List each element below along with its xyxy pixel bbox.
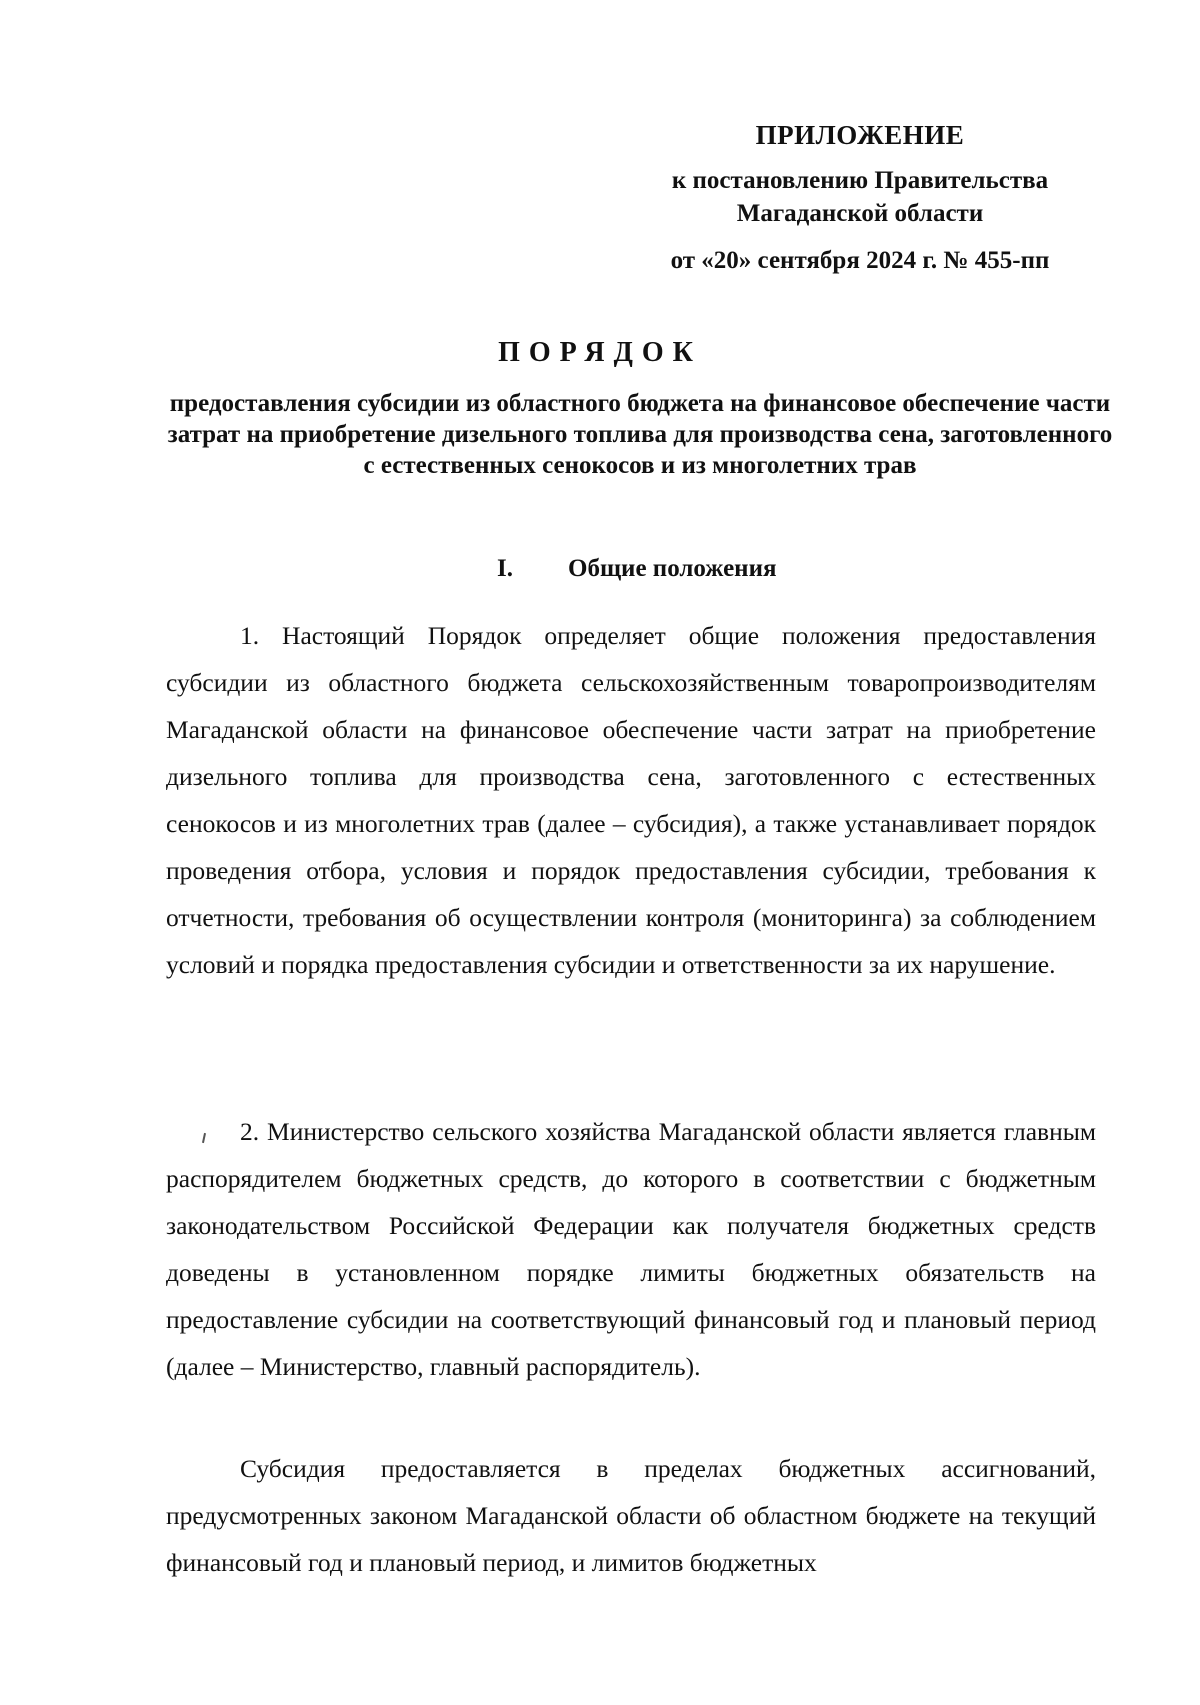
appendix-line-resolution: к постановлению Правительства [671, 167, 1049, 194]
appendix-line-date-number: от «20» сентября 2024 г. № 455-пп [670, 247, 1050, 274]
section-title: Общие положения [568, 555, 777, 582]
section-number: I. [497, 555, 513, 582]
paragraph-3: Субсидия предоставляется в пределах бюджетных ассигнований, предусмотренных законом Магаданской области об областном бюджете на текущий финансовый год и плановый период, и лимитов бюджетных [166, 1454, 1096, 1577]
paragraph-2: 2. Министерство сельского хозяйства Магаданской области является главным распорядителем бюджетных средств, до которого в соответствии с бюджетным законодательством Российской Федерации как получателя бюджетных средств доведены в установленном порядке лимиты бюджетных обязательств на предоставление субсидии на соответствующий финансовый год и плановый период (далее – Министерство, главный распорядитель). [166, 1117, 1096, 1381]
appendix-title: ПРИЛОЖЕНИЕ [755, 120, 965, 150]
paragraph-1: 1. Настоящий Порядок определяет общие положения предоставления субсидии из областного бюджета сельскохозяйственным товаропроизводителям Магаданской области на финансовое обеспечение части затрат на приобретение дизельного топлива для производства сена, заготовленного с естественных сенокосов и из многолетних трав (далее – субсидия), а также устанавливает порядок проведения отбора, условия и порядок предоставления субсидии, требования к отчетности, требования об осуществлении контроля (мониторинга) за соблюдением условий и порядка предоставления субсидии и ответственности за их нарушение. [166, 621, 1096, 979]
document-subtitle: предоставления субсидии из областного бюджета на финансовое обеспечение части затрат на приобретение дизельного топлива для производства сена, заготовленного с естественных сенокосов и из многолетних трав [167, 390, 1113, 479]
appendix-line-region: Магаданской области [736, 200, 984, 227]
document-title: ПОРЯДОК [498, 337, 702, 368]
